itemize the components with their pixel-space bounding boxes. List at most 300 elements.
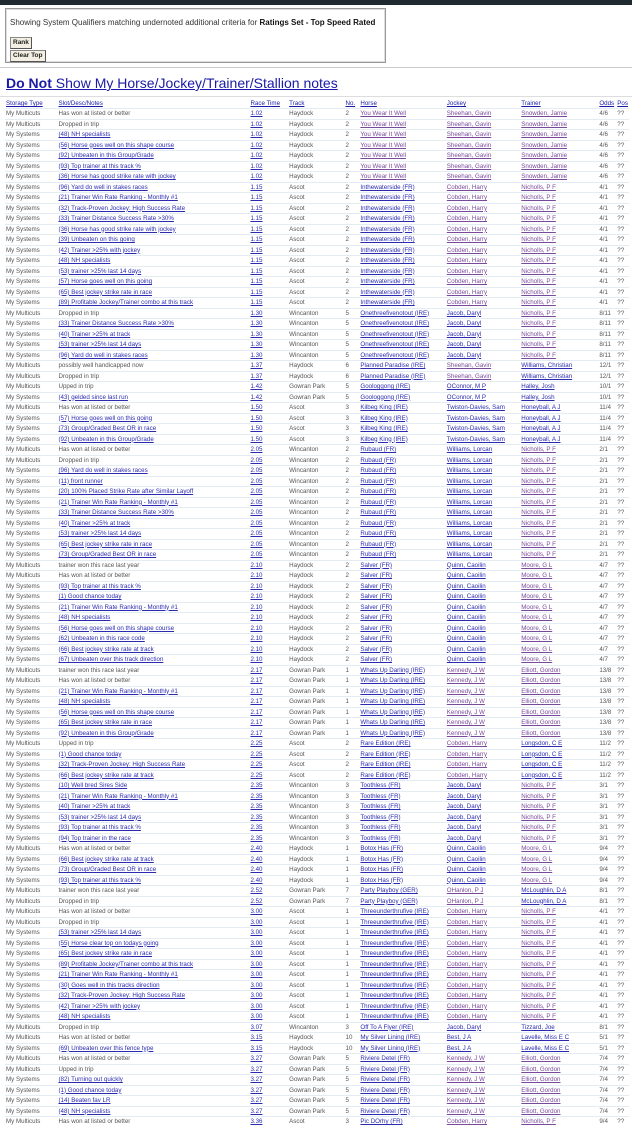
race-time-link[interactable]: 3.00 xyxy=(250,1002,263,1010)
horse-link[interactable]: Onethreefivenotout (IRE) xyxy=(360,351,430,359)
trainer-link[interactable]: Moore, G L xyxy=(521,593,553,600)
horse-link[interactable]: Salver (FR) xyxy=(360,593,393,600)
race-time-link[interactable]: 2.05 xyxy=(250,551,263,558)
race-time-link[interactable]: 1.02 xyxy=(250,173,263,180)
horse-link[interactable]: Inthewaterside (FR) xyxy=(360,215,415,222)
horse-link[interactable]: Riviere Detel (FR) xyxy=(360,1107,410,1115)
trainer-link[interactable]: Elliott, Gordon xyxy=(521,1107,561,1115)
slot-desc-link[interactable]: (33) Trainer Distance Success Rate >30% xyxy=(58,215,174,222)
slot-desc-link[interactable]: (30) Goes well in this tracks direction xyxy=(58,981,160,989)
horse-link[interactable]: You Wear It Well xyxy=(360,141,407,149)
slot-desc-link[interactable]: (40) Trainer >25% at track xyxy=(58,330,131,338)
trainer-link[interactable]: Nicholls, P F xyxy=(521,194,556,201)
race-time-link[interactable]: 2.52 xyxy=(250,897,263,905)
slot-desc-link[interactable]: (89) Profitable Jockey/Trainer combo at this track xyxy=(58,960,194,968)
race-time-link[interactable]: 2.05 xyxy=(250,540,263,548)
race-time-link[interactable]: 3.00 xyxy=(250,918,263,926)
slot-desc-link[interactable]: (65) Best jockey strike rate in race xyxy=(58,719,153,726)
race-time-link[interactable]: 3.00 xyxy=(250,950,263,957)
race-time-link[interactable]: 3.00 xyxy=(250,929,263,936)
horse-link[interactable]: Toothless (FR) xyxy=(360,834,401,842)
race-time-link[interactable]: 1.50 xyxy=(250,435,263,443)
col-jockey[interactable]: Jockey xyxy=(446,100,467,107)
horse-link[interactable]: Kilbeg King (IRE) xyxy=(360,425,408,432)
jockey-link[interactable]: Cobden, Harry xyxy=(446,950,488,957)
horse-link[interactable]: Rubaud (FR) xyxy=(360,456,397,464)
slot-desc-link[interactable]: (32) Track-Proven Jockey: High Success Rate xyxy=(58,761,186,768)
slot-desc-link[interactable]: (1) Good chance today xyxy=(58,750,122,758)
col-track[interactable]: Track xyxy=(289,100,305,107)
race-time-link[interactable]: 3.07 xyxy=(250,1023,263,1031)
horse-link[interactable]: Riviere Detel (FR) xyxy=(360,1097,410,1104)
race-time-link[interactable]: 2.17 xyxy=(250,687,263,695)
horse-link[interactable]: Threeunderthrufive (IRE) xyxy=(360,1002,429,1010)
jockey-link[interactable]: Williams, Lorcan xyxy=(446,551,493,558)
horse-link[interactable]: Rubaud (FR) xyxy=(360,530,397,537)
horse-link[interactable]: Salver (FR) xyxy=(360,603,393,611)
jockey-link[interactable]: Williams, Lorcan xyxy=(446,456,493,464)
jockey-link[interactable]: Best, J A xyxy=(446,1034,472,1041)
trainer-link[interactable]: Nicholls, P F xyxy=(521,519,556,527)
jockey-link[interactable]: Cobden, Harry xyxy=(446,960,488,968)
trainer-link[interactable]: Longsdon, C E xyxy=(521,771,563,779)
horse-link[interactable]: Off To A Flyer (IRE) xyxy=(360,1023,414,1031)
trainer-link[interactable]: Nicholls, P F xyxy=(521,1013,556,1020)
trainer-link[interactable]: Nicholls, P F xyxy=(521,341,556,348)
jockey-link[interactable]: Quinn, Caoilin xyxy=(446,624,486,632)
horse-link[interactable]: You Wear It Well xyxy=(360,131,407,138)
jockey-link[interactable]: Kennedy, J W xyxy=(446,677,485,684)
horse-link[interactable]: Threeunderthrufive (IRE) xyxy=(360,971,429,978)
slot-desc-link[interactable]: (1) Good chance today xyxy=(58,593,122,600)
horse-link[interactable]: You Wear It Well xyxy=(360,110,407,117)
slot-desc-link[interactable]: (33) Trainer Distance Success Rate >30% xyxy=(58,320,174,327)
jockey-link[interactable]: Quinn, Caoilin xyxy=(446,855,486,863)
jockey-link[interactable]: Twiston-Davies, Sam xyxy=(446,414,505,422)
jockey-link[interactable]: Cobden, Harry xyxy=(446,267,488,275)
slot-desc-link[interactable]: (56) Horse goes well on this shape course xyxy=(58,141,175,149)
horse-link[interactable]: Inthewaterside (FR) xyxy=(360,194,415,201)
trainer-link[interactable]: Nicholls, P F xyxy=(521,204,556,212)
slot-desc-link[interactable]: (93) Top trainer at this track % xyxy=(58,824,141,831)
jockey-link[interactable]: Quinn, Caoilin xyxy=(446,561,486,569)
horse-link[interactable]: You Wear It Well xyxy=(360,173,407,180)
trainer-link[interactable]: Moore, G L xyxy=(521,561,553,569)
trainer-link[interactable]: Nicholls, P F xyxy=(521,236,556,243)
jockey-link[interactable]: Twiston-Davies, Sam xyxy=(446,435,505,443)
horse-link[interactable]: Threeunderthrufive (IRE) xyxy=(360,1013,429,1020)
trainer-link[interactable]: Nicholls, P F xyxy=(521,456,556,464)
slot-desc-link[interactable]: (36) Horse has good strike rate with jockey xyxy=(58,173,176,180)
trainer-link[interactable]: Elliott, Gordon xyxy=(521,1086,561,1094)
slot-desc-link[interactable]: (21) Trainer Win Rate Ranking - Monthly #1 xyxy=(58,687,178,695)
jockey-link[interactable]: Kennedy, J W xyxy=(446,1076,485,1083)
horse-link[interactable]: Inthewaterside (FR) xyxy=(360,267,415,275)
race-time-link[interactable]: 3.27 xyxy=(250,1097,263,1104)
race-time-link[interactable]: 2.35 xyxy=(250,834,263,842)
trainer-link[interactable]: Moore, G L xyxy=(521,635,553,642)
trainer-link[interactable]: Moore, G L xyxy=(521,866,553,873)
race-time-link[interactable]: 3.00 xyxy=(250,1013,263,1020)
col-horse[interactable]: Horse xyxy=(360,100,377,107)
horse-link[interactable]: Whats Up Darling (IRE) xyxy=(360,666,426,674)
jockey-link[interactable]: Sheehan, Gavin xyxy=(446,372,492,380)
slot-desc-link[interactable]: (48) NH specialists xyxy=(58,131,111,138)
slot-desc-link[interactable]: (39) Unbeaten on this going xyxy=(58,236,135,243)
trainer-link[interactable]: Honeyball, A J xyxy=(521,404,561,411)
trainer-link[interactable]: Nicholls, P F xyxy=(521,792,556,800)
jockey-link[interactable]: Cobden, Harry xyxy=(446,236,488,243)
horse-link[interactable]: Pic DOrhy (FR) xyxy=(360,1118,403,1125)
slot-desc-link[interactable]: (42) Trainer >25% with jockey xyxy=(58,246,141,254)
horse-link[interactable]: Rubaud (FR) xyxy=(360,446,397,453)
jockey-link[interactable]: Jacob, Daryl xyxy=(446,782,482,789)
race-time-link[interactable]: 2.35 xyxy=(250,782,263,789)
horse-link[interactable]: Kilbeg King (IRE) xyxy=(360,404,408,411)
slot-desc-link[interactable]: (14) Beaten fav LR xyxy=(58,1097,111,1104)
race-time-link[interactable]: 2.17 xyxy=(250,677,263,684)
race-time-link[interactable]: 1.15 xyxy=(250,215,263,222)
slot-desc-link[interactable]: (48) NH specialists xyxy=(58,1107,111,1115)
jockey-link[interactable]: Jacob, Daryl xyxy=(446,309,482,317)
col-race-time[interactable]: Race Time xyxy=(250,100,281,107)
jockey-link[interactable]: Jacob, Daryl xyxy=(446,351,482,359)
race-time-link[interactable]: 3.15 xyxy=(250,1034,263,1041)
jockey-link[interactable]: Kennedy, J W xyxy=(446,708,485,716)
race-time-link[interactable]: 2.35 xyxy=(250,824,263,831)
jockey-link[interactable]: Kennedy, J W xyxy=(446,1086,485,1094)
horse-link[interactable]: Rubaud (FR) xyxy=(360,540,397,548)
jockey-link[interactable]: Twiston-Davies, Sam xyxy=(446,404,505,411)
jockey-link[interactable]: Kennedy, J W xyxy=(446,666,485,674)
horse-link[interactable]: Threeunderthrufive (IRE) xyxy=(360,939,429,947)
slot-desc-link[interactable]: (48) NH specialists xyxy=(58,257,111,264)
horse-link[interactable]: Threeunderthrufive (IRE) xyxy=(360,992,429,999)
slot-desc-link[interactable]: (57) Horse goes well on this going xyxy=(58,414,153,422)
trainer-link[interactable]: Snowden, Jamie xyxy=(521,141,568,149)
jockey-link[interactable]: Jacob, Daryl xyxy=(446,341,482,348)
horse-link[interactable]: My Silver Lining (IRE) xyxy=(360,1034,421,1041)
trainer-link[interactable]: Nicholls, P F xyxy=(521,1002,556,1010)
rank-button[interactable]: Rank xyxy=(10,37,32,49)
jockey-link[interactable]: Kennedy, J W xyxy=(446,698,485,705)
trainer-link[interactable]: McLoughlin, D A xyxy=(521,897,567,905)
jockey-link[interactable]: Cobden, Harry xyxy=(446,257,488,264)
jockey-link[interactable]: Best, J A xyxy=(446,1044,472,1052)
slot-desc-link[interactable]: (53) trainer >25% last 14 days xyxy=(58,929,142,936)
race-time-link[interactable]: 3.27 xyxy=(250,1055,263,1062)
race-time-link[interactable]: 1.15 xyxy=(250,246,263,254)
slot-desc-link[interactable]: (93) Top trainer at this track % xyxy=(58,876,141,884)
horse-link[interactable]: Threeunderthrufive (IRE) xyxy=(360,950,429,957)
slot-desc-link[interactable]: (65) Best jockey strike rate in race xyxy=(58,540,153,548)
race-time-link[interactable]: 1.15 xyxy=(250,194,263,201)
race-time-link[interactable]: 1.30 xyxy=(250,351,263,359)
trainer-link[interactable]: Nicholls, P F xyxy=(521,309,556,317)
slot-desc-link[interactable]: (11) front runner xyxy=(58,477,103,485)
horse-link[interactable]: Rubaud (FR) xyxy=(360,498,397,506)
trainer-link[interactable]: Elliott, Gordon xyxy=(521,1097,561,1104)
slot-desc-link[interactable]: (53) trainer >25% last 14 days xyxy=(58,267,142,275)
race-time-link[interactable]: 1.15 xyxy=(250,299,263,306)
race-time-link[interactable]: 1.42 xyxy=(250,383,263,390)
horse-link[interactable]: Botox Has (FR) xyxy=(360,866,404,873)
race-time-link[interactable]: 2.17 xyxy=(250,708,263,716)
horse-link[interactable]: Kilbeg King (IRE) xyxy=(360,435,408,443)
jockey-link[interactable]: Williams, Lorcan xyxy=(446,540,493,548)
jockey-link[interactable]: Cobden, Harry xyxy=(446,908,488,915)
trainer-link[interactable]: Nicholls, P F xyxy=(521,257,556,264)
jockey-link[interactable]: Cobden, Harry xyxy=(446,194,488,201)
horse-link[interactable]: Party Playboy (GER) xyxy=(360,887,418,894)
slot-desc-link[interactable]: (96) Yard do well in stakes races xyxy=(58,467,148,474)
slot-desc-link[interactable]: (93) Top trainer at this track % xyxy=(58,162,141,170)
trainer-link[interactable]: Nicholls, P F xyxy=(521,225,556,233)
trainer-link[interactable]: Moore, G L xyxy=(521,614,553,621)
race-time-link[interactable]: 1.50 xyxy=(250,414,263,422)
trainer-link[interactable]: Moore, G L xyxy=(521,624,553,632)
jockey-link[interactable]: Sheehan, Gavin xyxy=(446,162,492,170)
race-time-link[interactable]: 2.35 xyxy=(250,803,263,810)
jockey-link[interactable]: Kennedy, J W xyxy=(446,1107,485,1115)
slot-desc-link[interactable]: (96) Yard do well in stakes races xyxy=(58,351,148,359)
jockey-link[interactable]: Jacob, Daryl xyxy=(446,320,482,327)
col-storage-type[interactable]: Storage Type xyxy=(6,100,43,107)
race-time-link[interactable]: 1.02 xyxy=(250,141,263,149)
race-time-link[interactable]: 2.10 xyxy=(250,645,263,653)
trainer-link[interactable]: Nicholls, P F xyxy=(521,183,556,191)
trainer-link[interactable]: Moore, G L xyxy=(521,656,553,663)
jockey-link[interactable]: Quinn, Caoilin xyxy=(446,572,486,579)
trainer-link[interactable]: Longsdon, C E xyxy=(521,740,563,747)
race-time-link[interactable]: 2.10 xyxy=(250,561,263,569)
jockey-link[interactable]: Kennedy, J W xyxy=(446,1065,485,1073)
jockey-link[interactable]: Cobden, Harry xyxy=(446,204,488,212)
slot-desc-link[interactable]: (21) Trainer Win Rate Ranking - Monthly #1 xyxy=(58,792,178,800)
col-slot-desc[interactable]: Slot/Desc/Notes xyxy=(58,100,103,107)
horse-link[interactable]: Botox Has (FR) xyxy=(360,876,404,884)
trainer-link[interactable]: Nicholls, P F xyxy=(521,813,556,821)
trainer-link[interactable]: Snowden, Jamie xyxy=(521,152,568,159)
trainer-link[interactable]: Nicholls, P F xyxy=(521,908,556,915)
trainer-link[interactable]: Nicholls, P F xyxy=(521,950,556,957)
trainer-link[interactable]: Nicholls, P F xyxy=(521,824,556,831)
race-time-link[interactable]: 3.00 xyxy=(250,992,263,999)
trainer-link[interactable]: Nicholls, P F xyxy=(521,446,556,453)
trainer-link[interactable]: Nicholls, P F xyxy=(521,551,556,558)
horse-link[interactable]: Inthewaterside (FR) xyxy=(360,236,415,243)
jockey-link[interactable]: Quinn, Caoilin xyxy=(446,582,486,590)
horse-link[interactable]: Onethreefivenotout (IRE) xyxy=(360,341,430,348)
jockey-link[interactable]: Kennedy, J W xyxy=(446,729,485,737)
jockey-link[interactable]: Quinn, Caoilin xyxy=(446,593,486,600)
slot-desc-link[interactable]: (21) Trainer Win Rate Ranking - Monthly #1 xyxy=(58,603,178,611)
horse-link[interactable]: Rare Edition (IRE) xyxy=(360,750,411,758)
slot-desc-link[interactable]: (67) Unbeaten over this track direction xyxy=(58,656,164,663)
slot-desc-link[interactable]: (69) Unbeaten over this fence type xyxy=(58,1044,154,1052)
trainer-link[interactable]: Nicholls, P F xyxy=(521,351,556,359)
jockey-link[interactable]: OHanlon, P J xyxy=(446,897,484,905)
slot-desc-link[interactable]: (48) NH specialists xyxy=(58,614,111,621)
race-time-link[interactable]: 1.02 xyxy=(250,162,263,170)
slot-desc-link[interactable]: (32) Track-Proven Jockey: High Success Rate xyxy=(58,992,186,999)
horse-link[interactable]: Salver (FR) xyxy=(360,635,393,642)
jockey-link[interactable]: Cobden, Harry xyxy=(446,939,488,947)
slot-desc-link[interactable]: (73) Group/Graded Best OR in race xyxy=(58,866,157,873)
col-number[interactable]: No. xyxy=(345,100,356,107)
slot-desc-link[interactable]: (65) Best jockey strike rate in race xyxy=(58,950,153,957)
race-time-link[interactable]: 3.00 xyxy=(250,939,263,947)
trainer-link[interactable]: Moore, G L xyxy=(521,855,553,863)
trainer-link[interactable]: Tizzard, Joe xyxy=(521,1023,555,1031)
race-time-link[interactable]: 2.05 xyxy=(250,456,263,464)
jockey-link[interactable]: Cobden, Harry xyxy=(446,771,488,779)
trainer-link[interactable]: Elliott, Gordon xyxy=(521,677,561,684)
jockey-link[interactable]: Cobden, Harry xyxy=(446,929,488,936)
col-odds[interactable]: Odds xyxy=(599,100,615,107)
jockey-link[interactable]: Williams, Lorcan xyxy=(446,488,493,495)
horse-link[interactable]: Party Playboy (GER) xyxy=(360,897,418,905)
horse-link[interactable]: Whats Up Darling (IRE) xyxy=(360,677,426,684)
jockey-link[interactable]: Cobden, Harry xyxy=(446,1002,488,1010)
race-time-link[interactable]: 2.10 xyxy=(250,635,263,642)
race-time-link[interactable]: 3.27 xyxy=(250,1086,263,1094)
jockey-link[interactable]: Cobden, Harry xyxy=(446,761,488,768)
horse-link[interactable]: Riviere Detel (FR) xyxy=(360,1065,410,1073)
race-time-link[interactable]: 2.10 xyxy=(250,624,263,632)
trainer-link[interactable]: Moore, G L xyxy=(521,582,553,590)
slot-desc-link[interactable]: (21) Trainer Win Rate Ranking - Monthly #1 xyxy=(58,194,178,201)
trainer-link[interactable]: Snowden, Jamie xyxy=(521,110,568,117)
trainer-link[interactable]: Moore, G L xyxy=(521,645,553,653)
jockey-link[interactable]: OConnor, M P xyxy=(446,383,486,390)
trainer-link[interactable]: Longsdon, C E xyxy=(521,750,563,758)
race-time-link[interactable]: 1.15 xyxy=(250,183,263,191)
jockey-link[interactable]: Williams, Lorcan xyxy=(446,530,493,537)
race-time-link[interactable]: 2.10 xyxy=(250,572,263,579)
trainer-link[interactable]: Moore, G L xyxy=(521,572,553,579)
horse-link[interactable]: Salver (FR) xyxy=(360,561,393,569)
race-time-link[interactable]: 2.25 xyxy=(250,740,263,747)
race-time-link[interactable]: 1.02 xyxy=(250,131,263,138)
horse-link[interactable]: Whats Up Darling (IRE) xyxy=(360,698,426,705)
horse-link[interactable]: Salver (FR) xyxy=(360,572,393,579)
horse-link[interactable]: Salver (FR) xyxy=(360,656,393,663)
trainer-link[interactable]: Moore, G L xyxy=(521,603,553,611)
race-time-link[interactable]: 1.15 xyxy=(250,225,263,233)
trainer-link[interactable]: Nicholls, P F xyxy=(521,509,556,516)
race-time-link[interactable]: 2.10 xyxy=(250,614,263,621)
slot-desc-link[interactable]: (53) trainer >25% last 14 days xyxy=(58,530,142,537)
jockey-link[interactable]: Cobden, Harry xyxy=(446,740,488,747)
jockey-link[interactable]: Cobden, Harry xyxy=(446,183,488,191)
race-time-link[interactable]: 2.05 xyxy=(250,467,263,474)
jockey-link[interactable]: Jacob, Daryl xyxy=(446,813,482,821)
horse-link[interactable]: Whats Up Darling (IRE) xyxy=(360,719,426,726)
horse-link[interactable]: Riviere Detel (FR) xyxy=(360,1076,410,1083)
horse-link[interactable]: Onethreefivenotout (IRE) xyxy=(360,309,430,317)
slot-desc-link[interactable]: (96) Yard do well in stakes races xyxy=(58,183,148,191)
trainer-link[interactable]: Nicholls, P F xyxy=(521,330,556,338)
horse-link[interactable]: Toothless (FR) xyxy=(360,813,401,821)
horse-link[interactable]: Whats Up Darling (IRE) xyxy=(360,729,426,737)
race-time-link[interactable]: 1.30 xyxy=(250,341,263,348)
horse-link[interactable]: Whats Up Darling (IRE) xyxy=(360,708,426,716)
horse-link[interactable]: Inthewaterside (FR) xyxy=(360,246,415,254)
slot-desc-link[interactable]: (53) trainer >25% last 14 days xyxy=(58,813,142,821)
trainer-link[interactable]: Nicholls, P F xyxy=(521,530,556,537)
jockey-link[interactable]: Cobden, Harry xyxy=(446,992,488,999)
horse-link[interactable]: Riviere Detel (FR) xyxy=(360,1086,410,1094)
race-time-link[interactable]: 3.15 xyxy=(250,1044,263,1052)
trainer-link[interactable]: Nicholls, P F xyxy=(521,299,556,306)
slot-desc-link[interactable]: (66) Best jockey strike rate at track xyxy=(58,855,154,863)
jockey-link[interactable]: Williams, Lorcan xyxy=(446,519,493,527)
race-time-link[interactable]: 2.05 xyxy=(250,446,263,453)
horse-link[interactable]: Rare Edition (IRE) xyxy=(360,771,411,779)
horse-link[interactable]: Rubaud (FR) xyxy=(360,467,397,474)
jockey-link[interactable]: Cobden, Harry xyxy=(446,299,488,306)
horse-link[interactable]: Planned Paradise (IRE) xyxy=(360,372,426,380)
horse-link[interactable]: Rubaud (FR) xyxy=(360,519,397,527)
horse-link[interactable]: Whats Up Darling (IRE) xyxy=(360,687,426,695)
race-time-link[interactable]: 2.10 xyxy=(250,656,263,663)
race-time-link[interactable]: 3.00 xyxy=(250,971,263,978)
jockey-link[interactable]: Sheehan, Gavin xyxy=(446,152,492,159)
horse-link[interactable]: Threeunderthrufive (IRE) xyxy=(360,908,429,915)
race-time-link[interactable]: 1.37 xyxy=(250,372,263,380)
race-time-link[interactable]: 2.52 xyxy=(250,887,263,894)
jockey-link[interactable]: Quinn, Caoilin xyxy=(446,614,486,621)
trainer-link[interactable]: Honeyball, A J xyxy=(521,414,561,422)
trainer-link[interactable]: Nicholls, P F xyxy=(521,960,556,968)
horse-link[interactable]: Onethreefivenotout (IRE) xyxy=(360,320,430,327)
race-time-link[interactable]: 1.15 xyxy=(250,278,263,285)
race-time-link[interactable]: 1.02 xyxy=(250,110,263,117)
jockey-link[interactable]: Jacob, Daryl xyxy=(446,834,482,842)
jockey-link[interactable]: Cobden, Harry xyxy=(446,246,488,254)
jockey-link[interactable]: Quinn, Caoilin xyxy=(446,876,486,884)
jockey-link[interactable]: Quinn, Caoilin xyxy=(446,866,486,873)
slot-desc-link[interactable]: (32) Track-Proven Jockey: High Success Rate xyxy=(58,204,186,212)
race-time-link[interactable]: 2.05 xyxy=(250,509,263,516)
jockey-link[interactable]: Williams, Lorcan xyxy=(446,509,493,516)
slot-desc-link[interactable]: (56) Horse goes well on this shape course xyxy=(58,624,175,632)
jockey-link[interactable]: Williams, Lorcan xyxy=(446,446,493,453)
trainer-link[interactable]: Elliott, Gordon xyxy=(521,708,561,716)
horse-link[interactable]: Inthewaterside (FR) xyxy=(360,225,415,233)
trainer-link[interactable]: Nicholls, P F xyxy=(521,782,556,789)
race-time-link[interactable]: 1.15 xyxy=(250,267,263,275)
horse-link[interactable]: Salver (FR) xyxy=(360,582,393,590)
slot-desc-link[interactable]: (33) Trainer Distance Success Rate >30% xyxy=(58,509,174,516)
race-time-link[interactable]: 2.40 xyxy=(250,845,263,852)
horse-link[interactable]: Inthewaterside (FR) xyxy=(360,204,415,212)
race-time-link[interactable]: 3.27 xyxy=(250,1065,263,1073)
trainer-link[interactable]: Nicholls, P F xyxy=(521,215,556,222)
slot-desc-link[interactable]: (65) Best jockey strike rate in race xyxy=(58,288,153,296)
slot-desc-link[interactable]: (10) Well bred Sires Side xyxy=(58,782,128,789)
horse-link[interactable]: Rubaud (FR) xyxy=(360,509,397,516)
jockey-link[interactable]: Jacob, Daryl xyxy=(446,792,482,800)
trainer-link[interactable]: Nicholls, P F xyxy=(521,278,556,285)
race-time-link[interactable]: 2.05 xyxy=(250,498,263,506)
race-time-link[interactable]: 2.10 xyxy=(250,593,263,600)
horse-link[interactable]: Salver (FR) xyxy=(360,645,393,653)
slot-desc-link[interactable]: (48) NH specialists xyxy=(58,1013,111,1020)
trainer-link[interactable]: Snowden, Jamie xyxy=(521,162,568,170)
race-time-link[interactable]: 2.10 xyxy=(250,582,263,590)
